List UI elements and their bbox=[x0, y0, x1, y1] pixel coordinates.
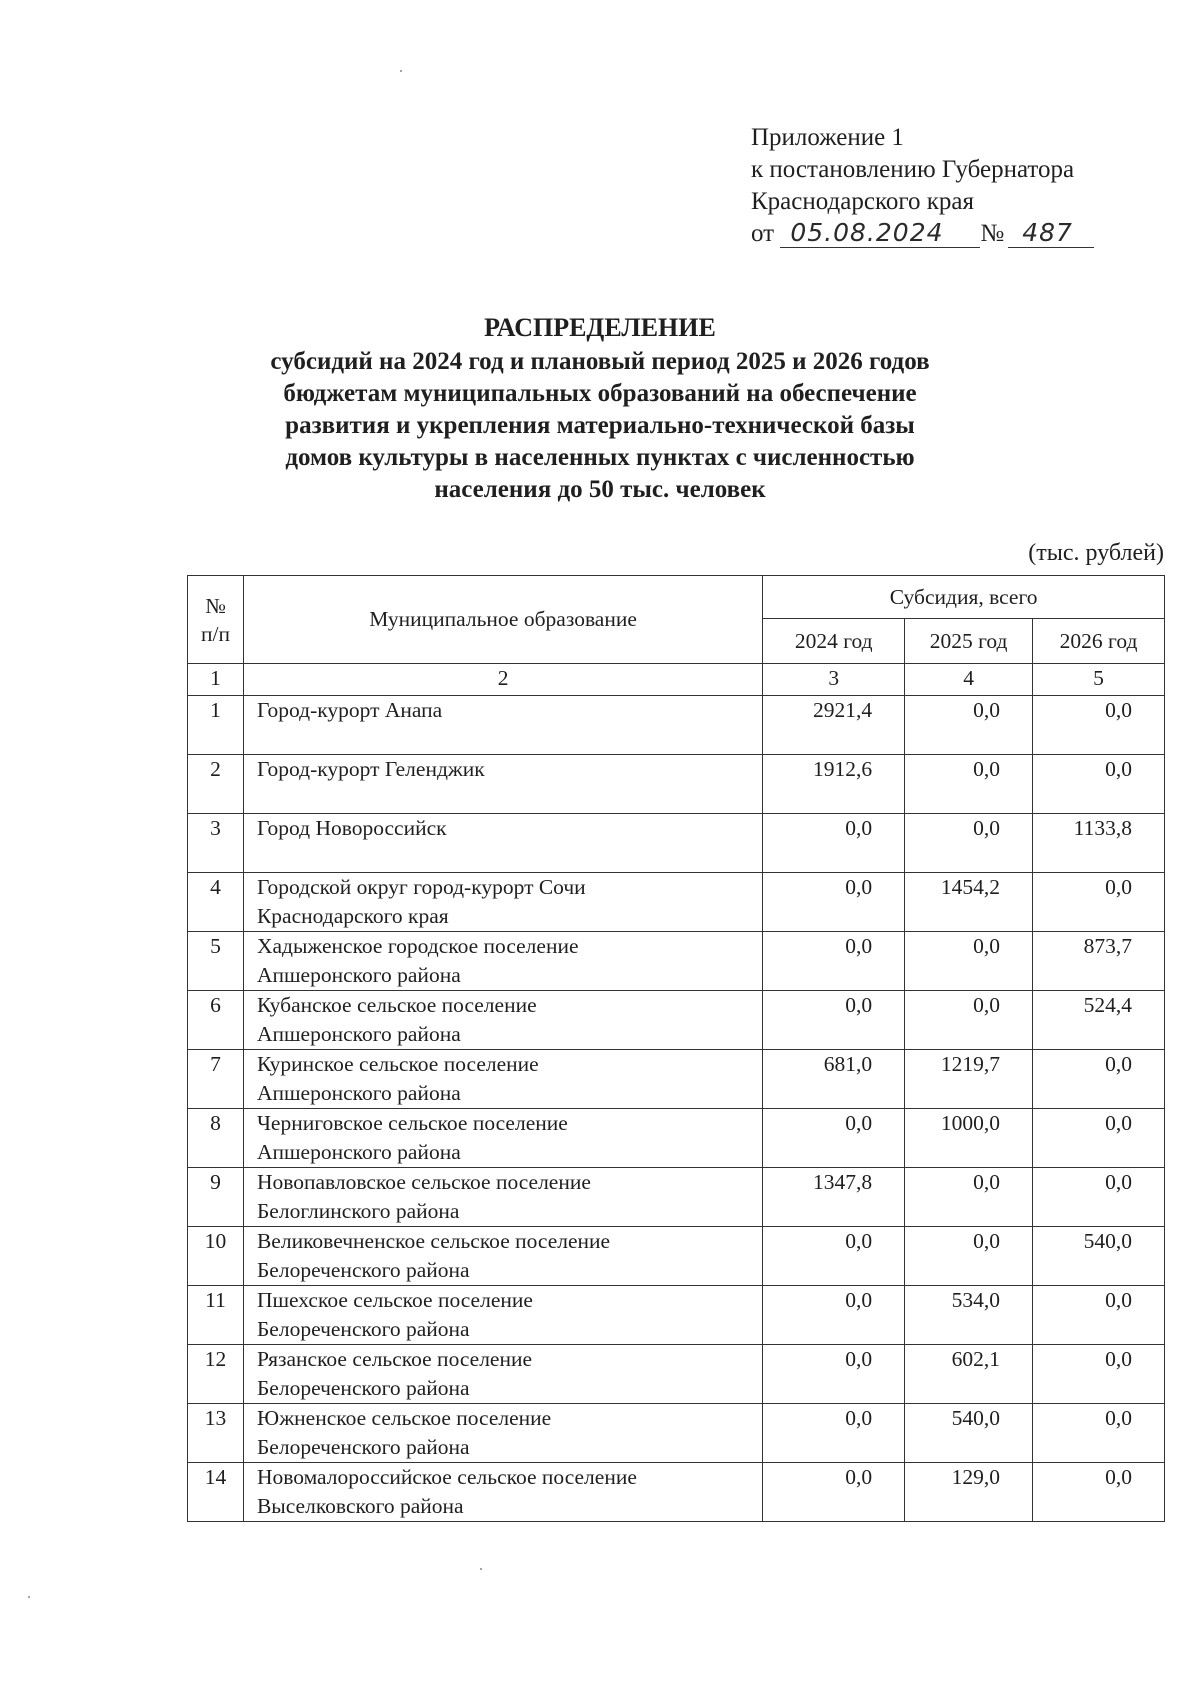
value-2024: 0,0 bbox=[763, 1227, 905, 1286]
appendix-date-line bbox=[751, 218, 1094, 250]
header-municipality: Муниципальное образование bbox=[243, 576, 762, 664]
municipality-name-line-1: Рязанское сельское поселение bbox=[256, 1347, 533, 1371]
value-2024: 0,0 bbox=[763, 1109, 905, 1168]
header-year-2025: 2025 год bbox=[905, 619, 1033, 664]
value-2025: 0,0 bbox=[905, 991, 1033, 1050]
header-year-2024: 2024 год bbox=[763, 619, 905, 664]
value-2024: 0,0 bbox=[763, 991, 905, 1050]
value-2024: 0,0 bbox=[763, 1404, 905, 1463]
municipality-name-line-2: Белореченского района bbox=[256, 1435, 470, 1459]
table-row bbox=[188, 1463, 1165, 1522]
municipality-name-line-1: Город Новороссийск bbox=[256, 816, 447, 840]
column-number: 1 bbox=[188, 664, 244, 696]
municipality-name-line-1: Пшехское сельское поселение bbox=[256, 1288, 533, 1312]
municipality-name-line-2: Апшеронского района bbox=[256, 1022, 461, 1046]
municipality-name-line-1: Хадыженское городское поселение bbox=[256, 934, 579, 958]
value-2025: 0,0 bbox=[905, 932, 1033, 991]
document-title bbox=[0, 312, 1200, 506]
value-2024: 0,0 bbox=[763, 1345, 905, 1404]
value-2024: 0,0 bbox=[763, 873, 905, 932]
table-row bbox=[188, 873, 1165, 932]
title-line: населения до 50 тыс. человек bbox=[434, 476, 766, 503]
municipality-name bbox=[243, 814, 762, 873]
value-2024: 0,0 bbox=[763, 1463, 905, 1522]
municipality-name-line-2: Выселковского района bbox=[256, 1494, 464, 1518]
scan-speck bbox=[480, 1568, 482, 1570]
value-2026: 0,0 bbox=[1033, 1050, 1165, 1109]
column-number: 4 bbox=[905, 664, 1033, 696]
value-2026: 0,0 bbox=[1033, 755, 1165, 814]
value-2025: 0,0 bbox=[905, 1168, 1033, 1227]
value-2024: 1912,6 bbox=[763, 755, 905, 814]
value-2026: 0,0 bbox=[1033, 1404, 1165, 1463]
value-2025: 0,0 bbox=[905, 696, 1033, 755]
header-year-2026: 2026 год bbox=[1033, 619, 1165, 664]
municipality-name bbox=[243, 1463, 762, 1522]
value-2026: 0,0 bbox=[1033, 873, 1165, 932]
value-2024: 2921,4 bbox=[763, 696, 905, 755]
value-2025: 602,1 bbox=[905, 1345, 1033, 1404]
municipality-name-line-2: Апшеронского района bbox=[256, 963, 461, 987]
table-row bbox=[188, 1345, 1165, 1404]
column-number: 5 bbox=[1033, 664, 1165, 696]
value-2026: 0,0 bbox=[1033, 1168, 1165, 1227]
handwritten-date: 05.08.2024 bbox=[780, 219, 980, 248]
municipality-name-line-1: Черниговское сельское поселение bbox=[256, 1111, 568, 1135]
number-prefix: № bbox=[980, 220, 1005, 247]
municipality-name bbox=[243, 932, 762, 991]
municipality-name bbox=[243, 1404, 762, 1463]
title-line: бюджетам муниципальных образований на обеспечение bbox=[283, 380, 917, 407]
appendix-line-2: к постановлению Губернатора bbox=[751, 156, 1075, 183]
municipality-name-line-1: Город-курорт Геленджик bbox=[256, 757, 485, 781]
municipality-name-line-2: Белореченского района bbox=[256, 1258, 470, 1282]
row-number: 2 bbox=[188, 755, 244, 814]
title-line: субсидий на 2024 год и плановый период 2025 и 2026 годов bbox=[270, 348, 930, 375]
value-2025: 1219,7 bbox=[905, 1050, 1033, 1109]
appendix-block bbox=[751, 122, 1094, 250]
row-number: 9 bbox=[188, 1168, 244, 1227]
table-row bbox=[188, 1286, 1165, 1345]
municipality-name-line-2: Апшеронского района bbox=[256, 1081, 461, 1105]
row-number: 4 bbox=[188, 873, 244, 932]
municipality-name bbox=[243, 1168, 762, 1227]
value-2025: 129,0 bbox=[905, 1463, 1033, 1522]
row-number: 1 bbox=[188, 696, 244, 755]
value-2024: 0,0 bbox=[763, 932, 905, 991]
municipality-name-line-2: Апшеронского района bbox=[256, 1140, 461, 1164]
title-line: домов культуры в населенных пунктах с численностью bbox=[285, 444, 915, 471]
municipality-name bbox=[243, 1227, 762, 1286]
municipality-name bbox=[243, 1286, 762, 1345]
municipality-name bbox=[243, 991, 762, 1050]
municipality-name-line-1: Новомалороссийское сельское поселение bbox=[256, 1465, 637, 1489]
municipality-name-line-1: Город-курорт Анапа bbox=[256, 698, 443, 722]
row-number: 3 bbox=[188, 814, 244, 873]
value-2025: 1000,0 bbox=[905, 1109, 1033, 1168]
value-2026: 540,0 bbox=[1033, 1227, 1165, 1286]
title-line: развития и укрепления материально-технической базы bbox=[285, 412, 915, 439]
municipality-name-line-2: Белореченского района bbox=[256, 1376, 470, 1400]
table-row bbox=[188, 1050, 1165, 1109]
table-row bbox=[188, 932, 1165, 991]
value-2025: 534,0 bbox=[905, 1286, 1033, 1345]
column-number: 3 bbox=[763, 664, 905, 696]
municipality-name-line-1: Южненское сельское поселение bbox=[256, 1406, 552, 1430]
value-2024: 681,0 bbox=[763, 1050, 905, 1109]
value-2024: 0,0 bbox=[763, 814, 905, 873]
header-subsidy-total: Субсидия, всего bbox=[763, 576, 1165, 619]
table-row bbox=[188, 1168, 1165, 1227]
row-number: 5 bbox=[188, 932, 244, 991]
appendix-line-3: Краснодарского края bbox=[751, 188, 974, 215]
table-row bbox=[188, 991, 1165, 1050]
municipality-name-line-2: Белореченского района bbox=[256, 1317, 470, 1341]
value-2025: 1454,2 bbox=[905, 873, 1033, 932]
scan-speck bbox=[400, 70, 402, 72]
row-number: 6 bbox=[188, 991, 244, 1050]
table-row bbox=[188, 1109, 1165, 1168]
municipality-name-line-1: Великовечненское сельское поселение bbox=[256, 1229, 611, 1253]
value-2026: 524,4 bbox=[1033, 991, 1165, 1050]
appendix-line-1: Приложение 1 bbox=[751, 124, 904, 151]
handwritten-number: 487 bbox=[1008, 219, 1094, 248]
value-2025: 0,0 bbox=[905, 1227, 1033, 1286]
column-number-row bbox=[188, 664, 1165, 696]
value-2026: 0,0 bbox=[1033, 1286, 1165, 1345]
date-prefix: от bbox=[751, 220, 775, 247]
subsidy-table bbox=[187, 575, 1165, 1522]
column-number: 2 bbox=[243, 664, 762, 696]
municipality-name-line-1: Городской округ город-курорт Сочи bbox=[256, 875, 586, 899]
municipality-name bbox=[243, 873, 762, 932]
value-2024: 1347,8 bbox=[763, 1168, 905, 1227]
table-body bbox=[188, 696, 1165, 1522]
row-number: 8 bbox=[188, 1109, 244, 1168]
municipality-name-line-1: Куринское сельское поселение bbox=[256, 1052, 539, 1076]
table-row bbox=[188, 755, 1165, 814]
municipality-name-line-2: Краснодарского края bbox=[256, 904, 449, 928]
value-2025: 540,0 bbox=[905, 1404, 1033, 1463]
table-row bbox=[188, 696, 1165, 755]
header-row bbox=[188, 576, 1165, 619]
table-row bbox=[188, 1404, 1165, 1463]
header-num bbox=[188, 576, 244, 664]
municipality-name-line-1: Кубанское сельское поселение bbox=[256, 993, 537, 1017]
row-number: 12 bbox=[188, 1345, 244, 1404]
row-number: 14 bbox=[188, 1463, 244, 1522]
value-2025: 0,0 bbox=[905, 755, 1033, 814]
table-row bbox=[188, 814, 1165, 873]
municipality-name bbox=[243, 696, 762, 755]
units-label: (тыс. рублей) bbox=[1028, 540, 1164, 566]
value-2026: 0,0 bbox=[1033, 1109, 1165, 1168]
value-2025: 0,0 bbox=[905, 814, 1033, 873]
municipality-name-line-2: Белоглинского района bbox=[256, 1199, 460, 1223]
value-2024: 0,0 bbox=[763, 1286, 905, 1345]
municipality-name bbox=[243, 1109, 762, 1168]
municipality-name-line-1: Новопавловское сельское поселение bbox=[256, 1170, 591, 1194]
header-num-label: № п/п bbox=[200, 593, 230, 646]
value-2026: 1133,8 bbox=[1033, 814, 1165, 873]
municipality-name bbox=[243, 755, 762, 814]
row-number: 13 bbox=[188, 1404, 244, 1463]
row-number: 7 bbox=[188, 1050, 244, 1109]
value-2026: 0,0 bbox=[1033, 696, 1165, 755]
value-2026: 873,7 bbox=[1033, 932, 1165, 991]
row-number: 11 bbox=[188, 1286, 244, 1345]
row-number: 10 bbox=[188, 1227, 244, 1286]
scan-speck bbox=[28, 1596, 30, 1598]
title-main: РАСПРЕДЕЛЕНИЕ bbox=[484, 313, 716, 342]
value-2026: 0,0 bbox=[1033, 1463, 1165, 1522]
table-row bbox=[188, 1227, 1165, 1286]
municipality-name bbox=[243, 1345, 762, 1404]
municipality-name bbox=[243, 1050, 762, 1109]
value-2026: 0,0 bbox=[1033, 1345, 1165, 1404]
